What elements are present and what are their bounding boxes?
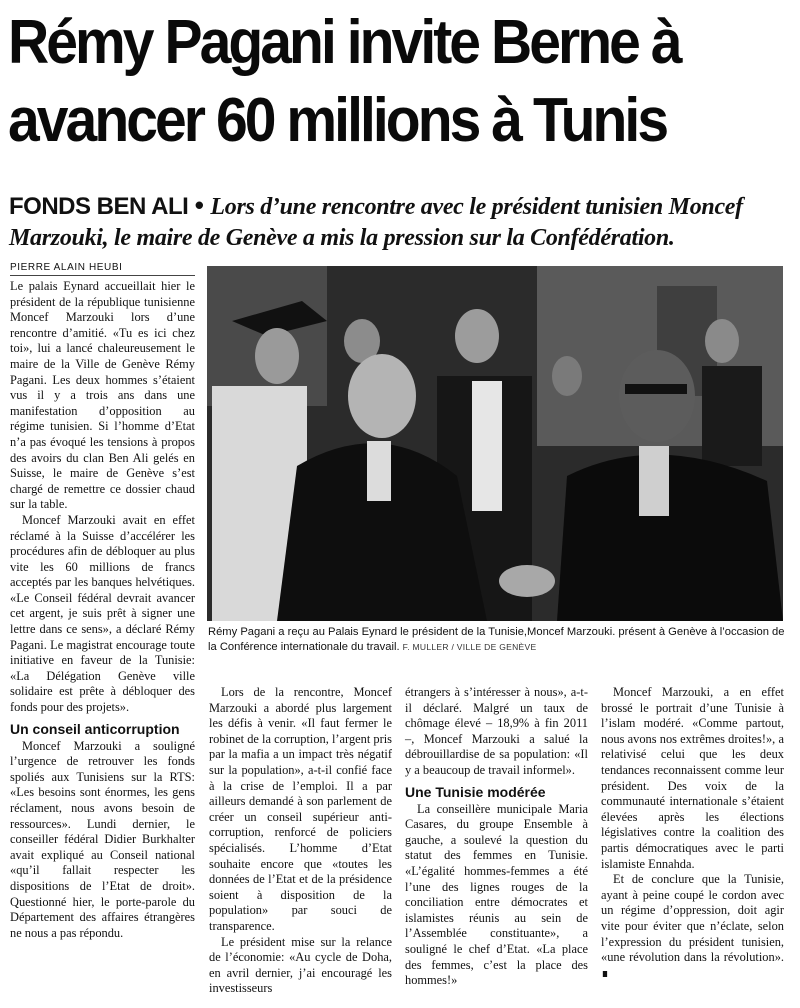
paragraph: Moncef Marzouki, a en effet brossé le portrait d’une Tunisie à l’islam modéré. «Comme partout, nous avons nos extrêmes droites!», a relativisé celui que les deux tendances reconnaissent comme leur président. Des voix de la communauté internationale s’étaient élevées après les élections législatives contre la coalition des partis démocratiques avec le parti islamiste Ennahda. — [601, 685, 784, 871]
paragraph: étrangers à s’intéresser à nous», a-t-il déclaré. Malgré un taux de chômage élevé – 18,9% à fin 2011 –, Moncef Marzouki a salué la débrouillardise de sa population: «Il y a beaucoup de travail informel». — [405, 685, 588, 777]
news-photo — [207, 266, 783, 621]
article-column-1 — [10, 279, 195, 941]
paragraph-text: Et de conclure que la Tunisie, ayant à peine coupé le cordon avec un régime d’oppression, doit agir vite pour éviter que n’éclate, selon l’expression du président tunisien, «une révolution dans la révolution». — [601, 872, 784, 965]
paragraph: Moncef Marzouki a souligné l’urgence de retrouver les fonds spoliés aux Tunisiens sur la RTS: «Les besoins sont énormes, les gens réclament, nous avons besoin de ressources». Lundi dernier, le conseiller fédéral Didier Burkhalter avait expliqué au Conseil national «qu’il fallait respecter les dispositions de l’Etat de droit». Questionné hier, le porte-parole du Département des affaires étrangères ne nous a pas répondu. — [10, 738, 195, 940]
deck: Lors d’une rencontre avec le président tunisien Moncef Marzouki, le maire de Genève a mis la pression sur la Confédération. — [9, 194, 743, 251]
paragraph: La conseillère municipale Maria Casares, du groupe Ensemble à gauche, a soulevé la question du statut des femmes en Tunisie. «L’égalité hommes-femmes a été l’une des lignes rouges de la conciliation entre démocrates et islamistes réunis au sein de l’Assemblée constituante», a souligné le chef d’Etat. «La place des femmes, c’est la place des hommes!» — [405, 801, 588, 988]
paragraph: Le palais Eynard accueillait hier le président de la république tunisienne Moncef Marzouki lors d’une rencontre d’amitié. «Tu es ici chez toi», lui a lancé chaleureusement le maire de la Ville de Genève Rémy Pagani. Les deux hommes s’étaient vus il y a trois ans dans une manifestation d’opposition au régime tunisien. Si l’homme d’Etat n’a pas évoqué les tensions à propos des avoirs du clan Ben Ali gelés en Suisse, le maire de Genève s’est chargé de remettre ce dossier chaud sur la table. — [10, 279, 195, 512]
deck-block — [9, 190, 794, 253]
end-mark: ∎ — [601, 965, 609, 980]
headline-line-1: Rémy Pagani invite Berne à — [8, 8, 680, 77]
article-column-4 — [601, 685, 784, 981]
kicker-bullet: • — [194, 190, 204, 220]
paragraph: Lors de la rencontre, Moncef Marzouki a abordé plus largement les défis à venir. «Il faut fermer le robinet de la corruption, l’argent pris par la mafia a un impact très négatif sur la population», a-t-il confié face à la crise de l’emploi. Il a par ailleurs demandé à son parlement de créer un conseil supérieur anti-corruption, renforcé de policiers spécialisés. L’homme d’Etat souhaite encore que «toutes les données de l’Etat et de la présidence soient à disposition de la population» par souci de transparence. — [209, 685, 392, 933]
byline: PIERRE ALAIN HEUBI — [10, 262, 195, 276]
photo-illustration — [207, 266, 783, 621]
subheading: Un conseil anticorruption — [10, 720, 180, 737]
article-column-3 — [405, 685, 588, 989]
paragraph: Le président mise sur la relance de l’économie: «Au cycle de Doha, en avril dernier, j’ai encouragé les investisseurs — [209, 934, 392, 996]
caption-text: Rémy Pagani a reçu au Palais Eynard le président de la Tunisie,Moncef Marzouki. présent à Genève à l’occasion de la Conférence internationale du travail. — [208, 626, 785, 653]
paragraph — [601, 872, 784, 981]
subheading: Une Tunisie modérée — [405, 783, 546, 800]
photo-credit: F. MULLER / VILLE DE GENÈVE — [402, 641, 537, 652]
photo-caption — [208, 625, 788, 654]
kicker: FONDS BEN ALI — [9, 193, 189, 220]
headline — [8, 4, 735, 160]
paragraph: Moncef Marzouki avait en effet réclamé à la Suisse d’accélérer les procédures afin de débloquer au plus vite les 60 millions de francs acceptés par les banques helvétiques. «Le Conseil fédéral devrait avancer cet argent, je suis prêt à signer une lettre dans ce sens», a déclaré Rémy Pagani. Le magistrat encourage toute initiative en faveur de la Tunisie: «La Délégation Genève ville solidaire est prête à débloquer des fonds pour des projets». — [10, 512, 195, 715]
article-column-2 — [209, 685, 392, 997]
headline-line-2: avancer 60 millions à Tunis — [8, 86, 667, 155]
